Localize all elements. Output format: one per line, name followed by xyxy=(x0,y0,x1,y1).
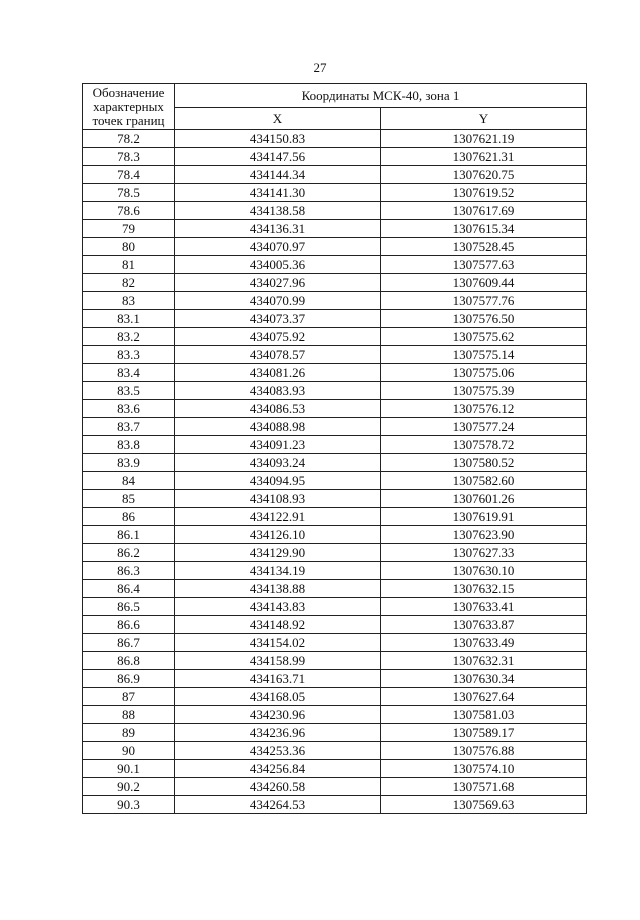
y-coordinate-cell: 1307576.50 xyxy=(381,310,587,328)
header-x: X xyxy=(175,108,381,130)
table-row xyxy=(83,544,587,562)
table-row xyxy=(83,652,587,670)
y-coordinate-cell: 1307617.69 xyxy=(381,202,587,220)
point-id-cell: 86.8 xyxy=(83,652,175,670)
y-coordinate-cell: 1307633.49 xyxy=(381,634,587,652)
x-coordinate-cell: 434230.96 xyxy=(175,706,381,724)
x-coordinate-cell: 434158.99 xyxy=(175,652,381,670)
y-coordinate-cell: 1307623.90 xyxy=(381,526,587,544)
x-coordinate-cell: 434070.99 xyxy=(175,292,381,310)
point-id-cell: 89 xyxy=(83,724,175,742)
y-coordinate-cell: 1307621.31 xyxy=(381,148,587,166)
x-coordinate-cell: 434005.36 xyxy=(175,256,381,274)
table-row xyxy=(83,184,587,202)
point-id-cell: 83.8 xyxy=(83,436,175,454)
point-id-cell: 81 xyxy=(83,256,175,274)
y-coordinate-cell: 1307571.68 xyxy=(381,778,587,796)
y-coordinate-cell: 1307619.52 xyxy=(381,184,587,202)
x-coordinate-cell: 434134.19 xyxy=(175,562,381,580)
table-row xyxy=(83,148,587,166)
y-coordinate-cell: 1307633.41 xyxy=(381,598,587,616)
x-coordinate-cell: 434108.93 xyxy=(175,490,381,508)
table-row xyxy=(83,760,587,778)
table-row xyxy=(83,562,587,580)
table-row xyxy=(83,274,587,292)
table-row xyxy=(83,400,587,418)
y-coordinate-cell: 1307609.44 xyxy=(381,274,587,292)
y-coordinate-cell: 1307633.87 xyxy=(381,616,587,634)
x-coordinate-cell: 434138.58 xyxy=(175,202,381,220)
x-coordinate-cell: 434094.95 xyxy=(175,472,381,490)
y-coordinate-cell: 1307619.91 xyxy=(381,508,587,526)
point-id-cell: 85 xyxy=(83,490,175,508)
table-row xyxy=(83,292,587,310)
point-id-cell: 83.4 xyxy=(83,364,175,382)
y-coordinate-cell: 1307589.17 xyxy=(381,724,587,742)
point-id-cell: 86.6 xyxy=(83,616,175,634)
point-id-cell: 86.5 xyxy=(83,598,175,616)
x-coordinate-cell: 434264.53 xyxy=(175,796,381,814)
table-row xyxy=(83,724,587,742)
point-id-cell: 86.9 xyxy=(83,670,175,688)
x-coordinate-cell: 434253.36 xyxy=(175,742,381,760)
x-coordinate-cell: 434136.31 xyxy=(175,220,381,238)
y-coordinate-cell: 1307632.31 xyxy=(381,652,587,670)
point-id-cell: 83.1 xyxy=(83,310,175,328)
table-body xyxy=(83,130,587,814)
point-id-cell: 86.4 xyxy=(83,580,175,598)
page-number: 27 xyxy=(313,60,327,75)
y-coordinate-cell: 1307601.26 xyxy=(381,490,587,508)
point-id-cell: 88 xyxy=(83,706,175,724)
table-row xyxy=(83,508,587,526)
table-row xyxy=(83,436,587,454)
point-id-cell: 86.1 xyxy=(83,526,175,544)
header-point-designation xyxy=(83,84,175,130)
point-id-cell: 83.6 xyxy=(83,400,175,418)
point-id-cell: 78.3 xyxy=(83,148,175,166)
y-coordinate-cell: 1307577.63 xyxy=(381,256,587,274)
point-id-cell: 90 xyxy=(83,742,175,760)
table-row xyxy=(83,238,587,256)
table-row xyxy=(83,310,587,328)
y-coordinate-cell: 1307581.03 xyxy=(381,706,587,724)
x-coordinate-cell: 434083.93 xyxy=(175,382,381,400)
y-coordinate-cell: 1307630.10 xyxy=(381,562,587,580)
point-id-cell: 83.7 xyxy=(83,418,175,436)
table-row xyxy=(83,130,587,148)
y-coordinate-cell: 1307578.72 xyxy=(381,436,587,454)
point-id-cell: 80 xyxy=(83,238,175,256)
point-id-cell: 90.1 xyxy=(83,760,175,778)
x-coordinate-cell: 434091.23 xyxy=(175,436,381,454)
x-coordinate-cell: 434088.98 xyxy=(175,418,381,436)
table-row xyxy=(83,220,587,238)
x-coordinate-cell: 434122.91 xyxy=(175,508,381,526)
table-row xyxy=(83,166,587,184)
x-coordinate-cell: 434070.97 xyxy=(175,238,381,256)
y-coordinate-cell: 1307580.52 xyxy=(381,454,587,472)
header-point-designation-line: характерных xyxy=(93,98,164,114)
x-coordinate-cell: 434138.88 xyxy=(175,580,381,598)
x-coordinate-cell: 434163.71 xyxy=(175,670,381,688)
point-id-cell: 87 xyxy=(83,688,175,706)
table-row xyxy=(83,778,587,796)
x-coordinate-cell: 434086.53 xyxy=(175,400,381,418)
y-coordinate-cell: 1307577.76 xyxy=(381,292,587,310)
point-id-cell: 86.2 xyxy=(83,544,175,562)
y-coordinate-cell: 1307576.88 xyxy=(381,742,587,760)
point-id-cell: 86.3 xyxy=(83,562,175,580)
point-id-cell: 83.5 xyxy=(83,382,175,400)
point-id-cell: 83.3 xyxy=(83,346,175,364)
x-coordinate-cell: 434093.24 xyxy=(175,454,381,472)
x-coordinate-cell: 434256.84 xyxy=(175,760,381,778)
table-row xyxy=(83,454,587,472)
point-id-cell: 83.2 xyxy=(83,328,175,346)
x-coordinate-cell: 434078.57 xyxy=(175,346,381,364)
x-coordinate-cell: 434143.83 xyxy=(175,598,381,616)
y-coordinate-cell: 1307632.15 xyxy=(381,580,587,598)
table-row xyxy=(83,634,587,652)
y-coordinate-cell: 1307620.75 xyxy=(381,166,587,184)
table-row xyxy=(83,328,587,346)
header-coordinates: Координаты МСК-40, зона 1 xyxy=(175,84,587,108)
x-coordinate-cell: 434150.83 xyxy=(175,130,381,148)
table-row xyxy=(83,688,587,706)
y-coordinate-cell: 1307575.39 xyxy=(381,382,587,400)
x-coordinate-cell: 434148.92 xyxy=(175,616,381,634)
point-id-cell: 78.5 xyxy=(83,184,175,202)
point-id-cell: 78.2 xyxy=(83,130,175,148)
point-id-cell: 82 xyxy=(83,274,175,292)
point-id-cell: 78.4 xyxy=(83,166,175,184)
y-coordinate-cell: 1307630.34 xyxy=(381,670,587,688)
y-coordinate-cell: 1307576.12 xyxy=(381,400,587,418)
table-row xyxy=(83,418,587,436)
x-coordinate-cell: 434168.05 xyxy=(175,688,381,706)
y-coordinate-cell: 1307528.45 xyxy=(381,238,587,256)
point-id-cell: 86 xyxy=(83,508,175,526)
table-row xyxy=(83,670,587,688)
y-coordinate-cell: 1307575.14 xyxy=(381,346,587,364)
y-coordinate-cell: 1307627.33 xyxy=(381,544,587,562)
x-coordinate-cell: 434260.58 xyxy=(175,778,381,796)
table-row xyxy=(83,526,587,544)
x-coordinate-cell: 434129.90 xyxy=(175,544,381,562)
point-id-cell: 90.2 xyxy=(83,778,175,796)
table-row xyxy=(83,742,587,760)
table-row xyxy=(83,202,587,220)
table-row xyxy=(83,616,587,634)
x-coordinate-cell: 434081.26 xyxy=(175,364,381,382)
table-row xyxy=(83,346,587,364)
table-row xyxy=(83,256,587,274)
x-coordinate-cell: 434027.96 xyxy=(175,274,381,292)
y-coordinate-cell: 1307582.60 xyxy=(381,472,587,490)
table-row xyxy=(83,796,587,814)
point-id-cell: 86.7 xyxy=(83,634,175,652)
y-coordinate-cell: 1307621.19 xyxy=(381,130,587,148)
y-coordinate-cell: 1307577.24 xyxy=(381,418,587,436)
x-coordinate-cell: 434126.10 xyxy=(175,526,381,544)
x-coordinate-cell: 434075.92 xyxy=(175,328,381,346)
header-y: Y xyxy=(381,108,587,130)
point-id-cell: 78.6 xyxy=(83,202,175,220)
x-coordinate-cell: 434073.37 xyxy=(175,310,381,328)
point-id-cell: 83.9 xyxy=(83,454,175,472)
y-coordinate-cell: 1307627.64 xyxy=(381,688,587,706)
point-id-cell: 83 xyxy=(83,292,175,310)
y-coordinate-cell: 1307575.62 xyxy=(381,328,587,346)
point-id-cell: 79 xyxy=(83,220,175,238)
coordinates-table xyxy=(82,83,587,814)
table-row xyxy=(83,382,587,400)
header-point-designation-line: Обозначение xyxy=(92,84,165,100)
table-row xyxy=(83,364,587,382)
x-coordinate-cell: 434154.02 xyxy=(175,634,381,652)
x-coordinate-cell: 434141.30 xyxy=(175,184,381,202)
y-coordinate-cell: 1307615.34 xyxy=(381,220,587,238)
table-row xyxy=(83,472,587,490)
y-coordinate-cell: 1307569.63 xyxy=(381,796,587,814)
y-coordinate-cell: 1307575.06 xyxy=(381,364,587,382)
x-coordinate-cell: 434236.96 xyxy=(175,724,381,742)
point-id-cell: 90.3 xyxy=(83,796,175,814)
point-id-cell: 84 xyxy=(83,472,175,490)
table-row xyxy=(83,490,587,508)
table-row xyxy=(83,706,587,724)
y-coordinate-cell: 1307574.10 xyxy=(381,760,587,778)
table-row xyxy=(83,598,587,616)
table-row xyxy=(83,580,587,598)
header-point-designation-line: точек границ xyxy=(92,112,165,128)
x-coordinate-cell: 434147.56 xyxy=(175,148,381,166)
x-coordinate-cell: 434144.34 xyxy=(175,166,381,184)
